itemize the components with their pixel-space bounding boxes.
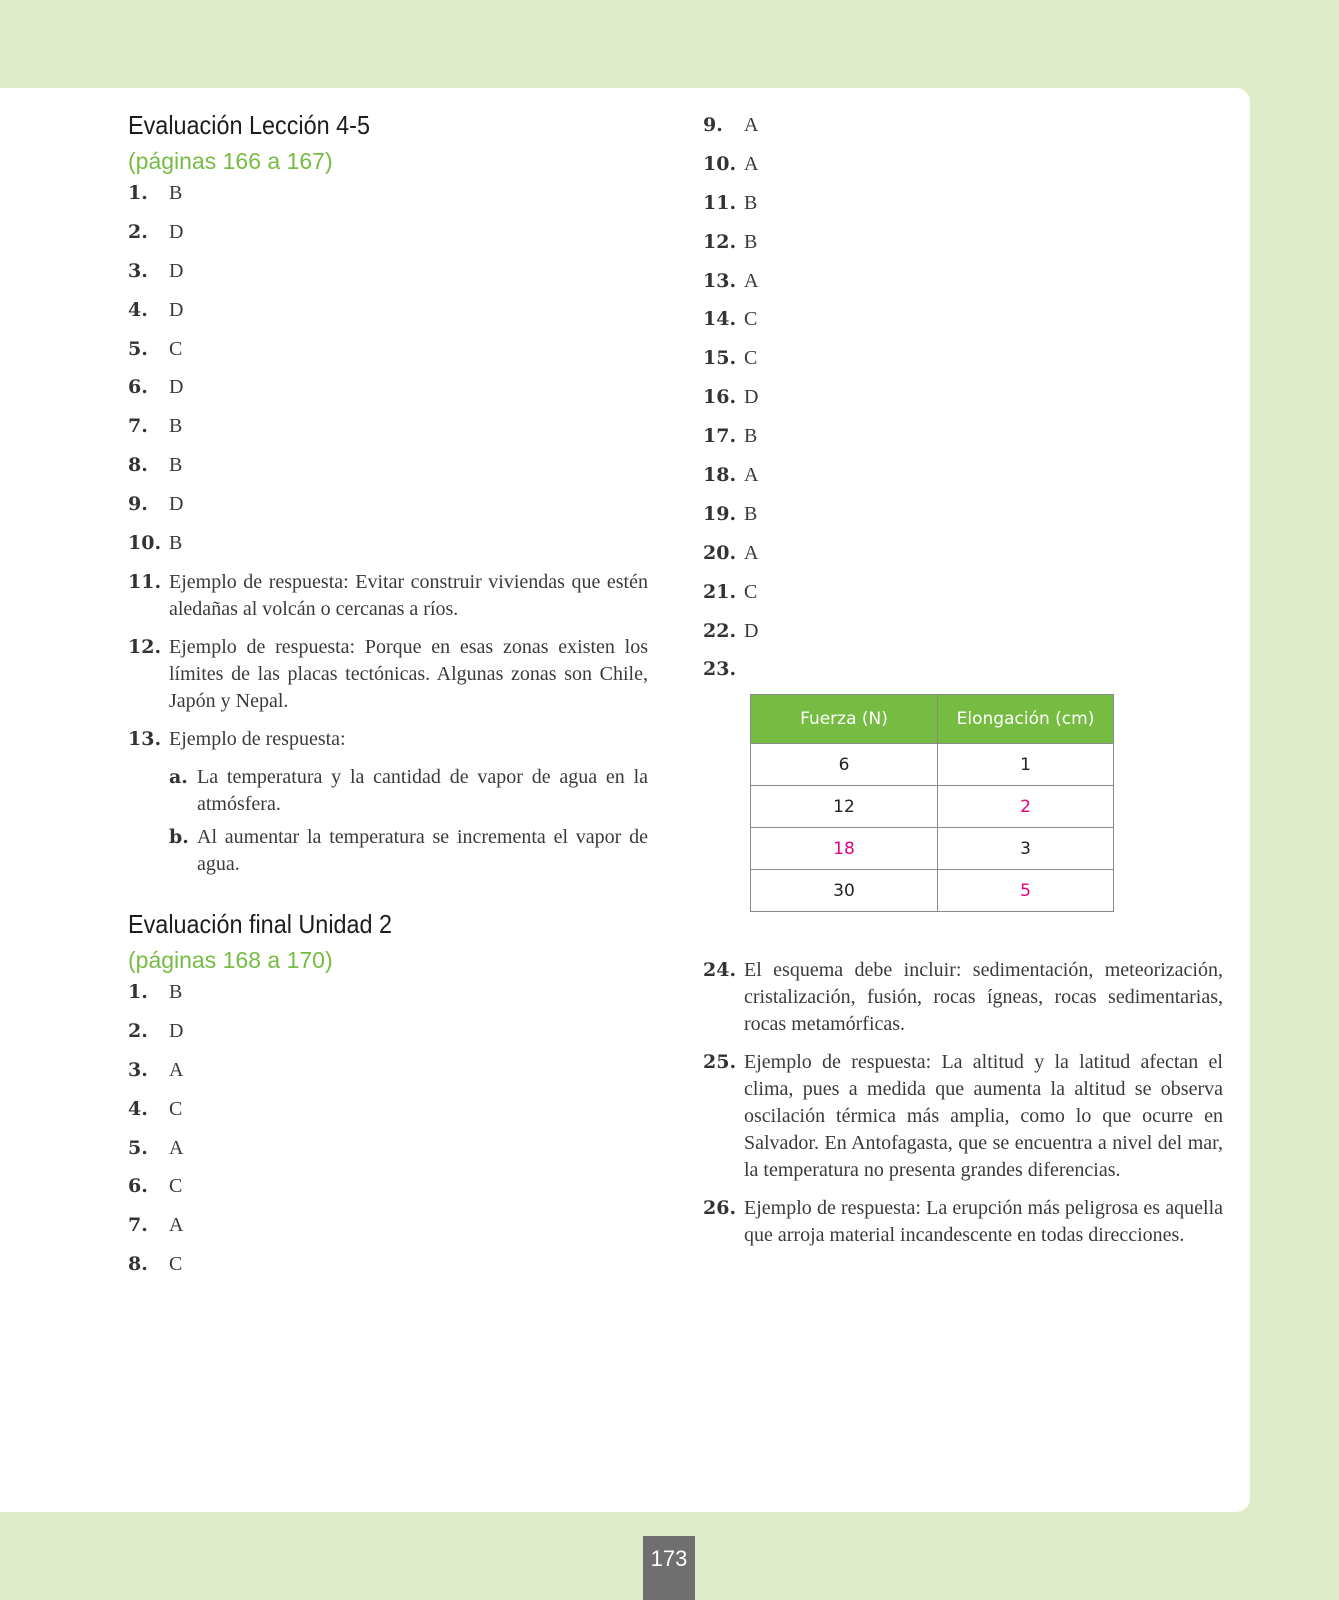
table-row xyxy=(751,744,1114,786)
list-item xyxy=(128,1057,648,1096)
list-item xyxy=(128,1096,648,1135)
list-item xyxy=(128,1018,648,1057)
item-number: 11. xyxy=(703,191,737,214)
item-number: 14. xyxy=(703,308,737,331)
table-cell: 1 xyxy=(938,744,1114,786)
item-text: B xyxy=(169,415,183,438)
subitem-letter: a. xyxy=(169,765,188,788)
sub-list-item xyxy=(128,824,648,878)
item-number: 7. xyxy=(128,1214,148,1237)
item-text: B xyxy=(744,502,758,525)
item-number: 5. xyxy=(128,337,148,360)
table-header-row xyxy=(751,695,1114,744)
item-text: D xyxy=(169,376,184,399)
table-cell: 12 xyxy=(751,786,938,828)
item-number: 13. xyxy=(128,727,162,750)
item-text: A xyxy=(744,114,759,136)
item-number: 1. xyxy=(128,981,148,1003)
page-number: 173 xyxy=(643,1536,695,1600)
list-item xyxy=(128,297,648,336)
item-number: 10. xyxy=(703,152,737,175)
table-cell: 30 xyxy=(751,870,938,912)
list-item xyxy=(703,229,1223,268)
list-item xyxy=(128,336,648,375)
item-number: 3. xyxy=(128,259,148,282)
list-item xyxy=(703,151,1223,190)
list-item xyxy=(128,258,648,297)
item-text: D xyxy=(169,1019,184,1042)
list-item xyxy=(703,1195,1223,1249)
list-item xyxy=(703,656,1223,695)
list-item xyxy=(703,957,1223,1038)
item-text: C xyxy=(169,337,183,360)
table-cell-highlighted: 2 xyxy=(938,786,1114,828)
item-text: B xyxy=(169,981,183,1003)
item-text: D xyxy=(169,298,184,321)
item-number: 24. xyxy=(703,959,737,981)
item-text: B xyxy=(744,191,758,214)
item-number: 21. xyxy=(703,580,737,603)
item-number: 3. xyxy=(128,1058,148,1081)
item-number: 6. xyxy=(128,376,148,399)
item-number: 25. xyxy=(703,1051,737,1073)
list-item xyxy=(703,501,1223,540)
list-item xyxy=(703,345,1223,384)
item-text: C xyxy=(744,308,758,331)
item-number: 26. xyxy=(703,1197,737,1219)
list-item xyxy=(128,1251,648,1290)
item-number: 9. xyxy=(703,114,723,136)
left-column-section2 xyxy=(128,909,648,1290)
answer-list xyxy=(703,112,1223,695)
list-item xyxy=(128,219,648,258)
item-text: Ejemplo de respuesta: Evitar construir viviendas que estén aledañas al volcán o cercanas a ríos. xyxy=(169,570,648,620)
item-text: A xyxy=(744,541,759,564)
list-item xyxy=(128,1212,648,1251)
list-item xyxy=(128,413,648,452)
list-item xyxy=(128,452,648,491)
item-number: 2. xyxy=(128,220,148,243)
table-cell-highlighted: 18 xyxy=(751,828,938,870)
item-text: D xyxy=(744,619,759,642)
list-item xyxy=(703,462,1223,501)
answer-list xyxy=(128,180,648,878)
item-number: 20. xyxy=(703,541,737,564)
list-item xyxy=(128,1173,648,1212)
item-number: 16. xyxy=(703,386,737,409)
item-number: 18. xyxy=(703,464,737,487)
item-text: A xyxy=(744,152,759,175)
section-subtitle: (páginas 166 a 167) xyxy=(128,148,333,174)
right-column xyxy=(703,112,1223,695)
item-number: 1. xyxy=(128,182,148,204)
item-text: B xyxy=(169,454,183,477)
item-text: B xyxy=(744,230,758,253)
section-title: Evaluación Lección 4-5 xyxy=(128,110,370,140)
item-number: 12. xyxy=(128,635,162,658)
list-item xyxy=(703,306,1223,345)
list-item xyxy=(703,579,1223,618)
right-column-long-answers xyxy=(703,957,1223,1249)
table-cell: 6 xyxy=(751,744,938,786)
subitem-text: La temperatura y la cantidad de vapor de agua en la atmósfera. xyxy=(197,765,648,815)
left-column xyxy=(128,110,648,878)
table-row xyxy=(751,828,1114,870)
item-text: C xyxy=(744,580,758,603)
item-number: 22. xyxy=(703,619,737,642)
table-row xyxy=(751,786,1114,828)
answer-list xyxy=(128,979,648,1290)
item-number: 8. xyxy=(128,454,148,477)
item-text: C xyxy=(169,1175,183,1198)
item-text: D xyxy=(169,259,184,282)
item-text: Ejemplo de respuesta: La altitud y la latitud afectan el clima, pues a medida que aumenta la altitud se observa oscilación térmica más amplia, como lo que ocurre en Salvador. En Antofagasta, que se encuentra a nivel del mar, la temperatura no presenta grandes diferencias. xyxy=(744,1051,1223,1181)
item-text: D xyxy=(169,220,184,243)
item-text: C xyxy=(744,347,758,370)
item-text: B xyxy=(169,182,183,204)
item-number: 12. xyxy=(703,230,737,253)
list-item xyxy=(703,112,1223,151)
item-text: A xyxy=(744,269,759,292)
item-number: 23. xyxy=(703,658,737,681)
item-number: 11. xyxy=(128,570,162,593)
item-number: 7. xyxy=(128,415,148,438)
item-number: 4. xyxy=(128,298,148,321)
item-number: 13. xyxy=(703,269,737,292)
item-number: 19. xyxy=(703,502,737,525)
list-item xyxy=(128,374,648,413)
list-item xyxy=(128,726,648,753)
table-cell-highlighted: 5 xyxy=(938,870,1114,912)
list-item xyxy=(703,540,1223,579)
list-item xyxy=(128,530,648,569)
item-number: 17. xyxy=(703,425,737,448)
item-text: Ejemplo de respuesta: xyxy=(169,727,346,750)
list-item xyxy=(128,180,648,219)
item-number: 10. xyxy=(128,532,162,555)
item-text: D xyxy=(744,386,759,409)
section-title: Evaluación final Unidad 2 xyxy=(128,909,393,939)
item-text: A xyxy=(169,1136,184,1159)
item-text: D xyxy=(169,493,184,516)
list-item xyxy=(703,423,1223,462)
item-number: 15. xyxy=(703,347,737,370)
section-subtitle: (páginas 168 a 170) xyxy=(128,947,333,973)
item-text: B xyxy=(744,425,758,448)
table-row xyxy=(751,870,1114,912)
item-text: C xyxy=(169,1097,183,1120)
sub-list-item xyxy=(128,764,648,818)
item-number: 8. xyxy=(128,1253,148,1276)
list-item xyxy=(703,190,1223,229)
item-text: A xyxy=(169,1214,184,1237)
list-item xyxy=(128,491,648,530)
column-header: Elongación (cm) xyxy=(938,695,1114,744)
item-number: 4. xyxy=(128,1097,148,1120)
list-item xyxy=(703,618,1223,657)
item-number: 2. xyxy=(128,1019,148,1042)
list-item xyxy=(128,1135,648,1174)
list-item xyxy=(128,979,648,1018)
list-item xyxy=(128,634,648,715)
item-text: A xyxy=(744,464,759,487)
table-cell: 3 xyxy=(938,828,1114,870)
list-item xyxy=(128,569,648,623)
list-item xyxy=(703,384,1223,423)
subitem-text: Al aumentar la temperatura se incrementa el vapor de agua. xyxy=(197,825,648,875)
list-item xyxy=(703,268,1223,307)
item-text: Ejemplo de respuesta: Porque en esas zonas existen los límites de las placas tectónicas. Algunas zonas son Chile, Japón y Nepal. xyxy=(169,635,648,712)
item-number: 6. xyxy=(128,1175,148,1198)
item-text: El esquema debe incluir: sedimentación, meteorización, cristalización, fusión, rocas ígneas, rocas sedimentarias, rocas metamórficas. xyxy=(744,959,1223,1035)
column-header: Fuerza (N) xyxy=(751,695,938,744)
item-number: 9. xyxy=(128,493,148,516)
item-text: A xyxy=(169,1058,184,1081)
subitem-letter: b. xyxy=(169,825,189,848)
item-text: C xyxy=(169,1253,183,1276)
list-item xyxy=(703,1049,1223,1184)
item-number: 5. xyxy=(128,1136,148,1159)
item-text: Ejemplo de respuesta: La erupción más peligrosa es aquella que arroja material incandescente en todas direcciones. xyxy=(744,1197,1223,1246)
force-elongation-table xyxy=(750,694,1114,912)
item-text: B xyxy=(169,532,183,555)
